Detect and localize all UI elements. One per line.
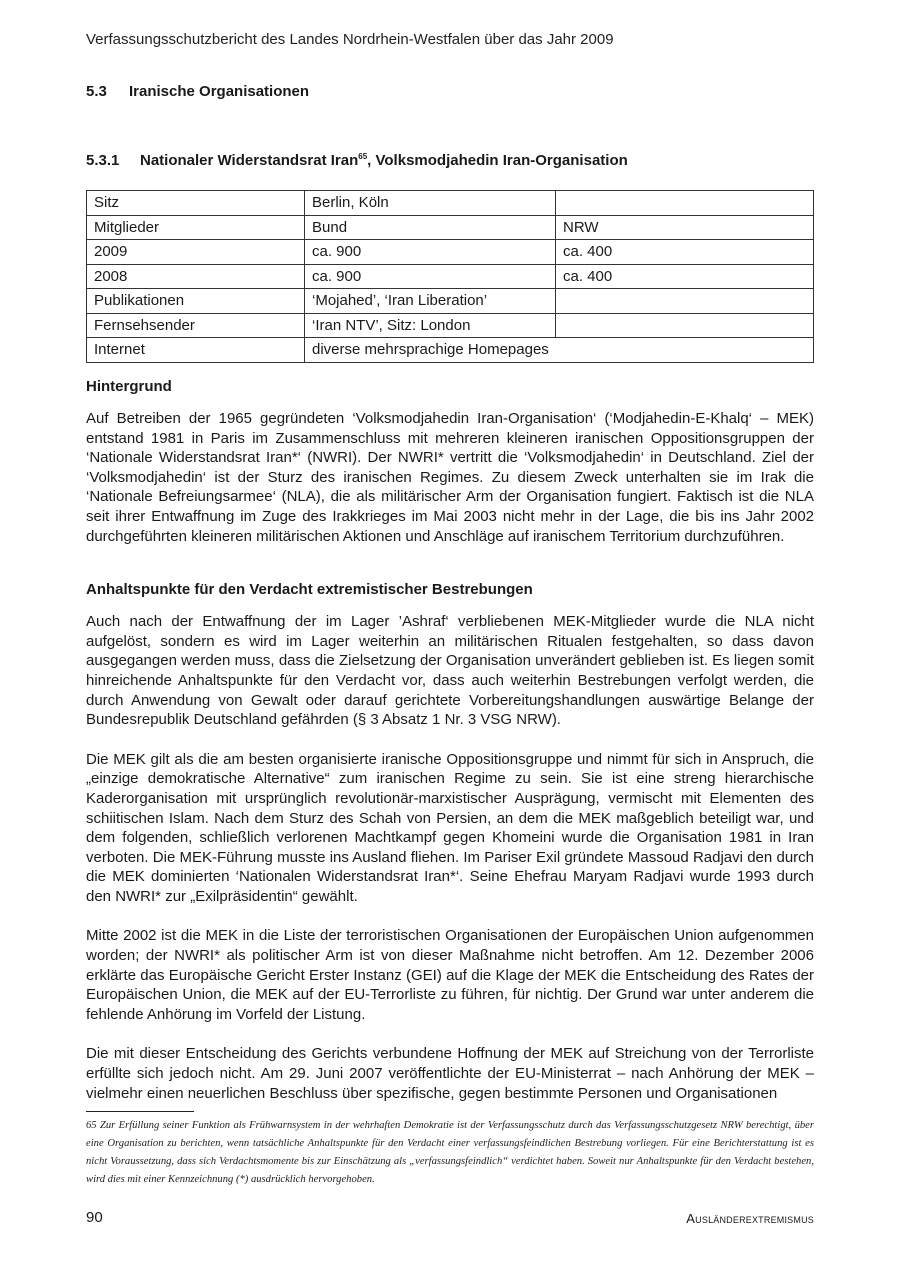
running-header: Verfassungsschutzbericht des Landes Nordrhein-Westfalen über das Jahr 2009 xyxy=(86,31,614,48)
table-row xyxy=(87,289,814,314)
table-cell: ca. 900 xyxy=(305,264,556,289)
table-cell-label: Mitglieder xyxy=(87,215,305,240)
subsection-title-part1: Nationaler Widerstandsrat Iran xyxy=(140,152,359,169)
table-cell xyxy=(556,313,814,338)
table-cell: ca. 400 xyxy=(556,264,814,289)
table-cell: ‘Mojahed’, ‘Iran Liberation’ xyxy=(305,289,556,314)
table-row xyxy=(87,264,814,289)
paragraph: Die MEK gilt als die am besten organisierte iranische Oppositionsgruppe und nimmt für sich in Anspruch, die „einzige demokratische Alternative“ zum iranischen Regime zu sein. Sie ist eine streng hierarchische Kaderorganisation mit ursprünglich revolutionär-marxistischer Ausprägung, vermischt mit Elementen des schiitischen Islam. Nach dem Sturz des Schah von Persien, an dem die MEK maßgeblich beteiligt war, und dem folgenden, schließlich verlorenen Machtkampf gegen Khomeini wurde die Organisation 1981 in Iran verboten. Die MEK-Führung musste ins Ausland fliehen. Im Pariser Exil gründete Massoud Radjavi den durch die MEK dominierten ‘Nationalen Widerstandsrat Iran*‘. Seine Ehefrau Maryam Radjavi wurde 1993 durch den NWRI* zur „Exilpräsidentin“ gewählt. xyxy=(86,750,814,905)
table-row xyxy=(87,191,814,216)
section-number: 5.3 xyxy=(86,83,107,100)
heading-hintergrund: Hintergrund xyxy=(86,378,172,395)
table-cell: ‘Iran NTV’, Sitz: London xyxy=(305,313,556,338)
table-cell-label: Fernsehsender xyxy=(87,313,305,338)
table-cell: ca. 900 xyxy=(305,240,556,265)
subsection-heading xyxy=(86,152,628,169)
info-table xyxy=(86,190,814,363)
footnote: 65 Zur Erfüllung seiner Funktion als Frühwarnsystem in der wehrhaften Demokratie ist der Verfassungsschutz durch das Verfassungsschutzgesetz NRW berechtigt, über eine Organisation zu berichten, wenn tatsächliche Anhaltspunkte für den Verdacht einer verfassungsfeindlichen Bestrebung vorliegen. Für eine Berichterstattung ist es nicht Voraussetzung, dass sich Verdachtsmomente bis zur Einschätzung als „verfassungsfeindlich“ verdichtet haben. Soweit nur Anhaltspunkte für den Verdacht bestehen, wird dies mit einer Kennzeichnung (*) ausdrücklich hervorgehoben. xyxy=(86,1120,814,1185)
subsection-number: 5.3.1 xyxy=(86,152,120,169)
table-cell: Bund xyxy=(305,215,556,240)
section-title: Iranische Organisationen xyxy=(129,83,310,100)
table-row xyxy=(87,313,814,338)
paragraph: Mitte 2002 ist die MEK in die Liste der terroristischen Organisationen der Europäischen Union aufgenommen worden; der NWRI* als politischer Arm ist von dieser Maßnahme nicht betroffen. Am 12. Dezember 2006 erklärte das Europäische Gericht Erster Instanz (GEI) auf die Klage der MEK die Entscheidung des Rates der Europäischen Union, die MEK auf der EU-Terrorliste zu führen, für nichtig. Der Grund war unter anderem die fehlende Anhörung im Vorfeld der Listung. xyxy=(86,927,814,1023)
table-row xyxy=(87,215,814,240)
table-cell-label: Internet xyxy=(87,338,305,363)
table-cell-label: 2008 xyxy=(87,264,305,289)
table-cell-label: 2009 xyxy=(87,240,305,265)
table-cell xyxy=(556,191,814,216)
footnote-divider xyxy=(86,1111,194,1112)
footer-section-name: Ausländerextremismus xyxy=(686,1211,814,1226)
table-row xyxy=(87,240,814,265)
heading-anhaltspunkte: Anhaltspunkte für den Verdacht extremistischer Bestrebungen xyxy=(86,581,533,599)
main-content xyxy=(86,376,814,1103)
footnote-ref: 65 xyxy=(358,152,368,161)
subsection-title-part2: , Volksmodjahedin Iran-Organisation xyxy=(367,152,628,169)
table-cell: diverse mehrsprachige Homepages xyxy=(305,338,814,363)
paragraph: Auch nach der Entwaffnung der im Lager ’Ashraf‘ verbliebenen MEK-Mitglieder wurde die NLA nicht aufgelöst, sondern es wird im Lager weiterhin an militärischen Ritualen festgehalten, so dass davon ausgegangen werden muss, dass die Zielsetzung der Organisation unverändert geblieben ist. Es liegen somit hinreichende Anhaltspunkte für den Verdacht vor, dass auch weiterhin Bestrebungen verfolgt werden, die durch Anwendung von Gewalt oder darauf gerichtete Vorbereitungshandlungen auswärtige Belange der Bundesrepublik Deutschland gefährden (§ 3 Absatz 1 Nr. 3 VSG NRW). xyxy=(86,613,814,729)
table-cell: Berlin, Köln xyxy=(305,191,556,216)
paragraph: Die mit dieser Entscheidung des Gerichts verbundene Hoffnung der MEK auf Streichung von der Terrorliste erfüllte sich jedoch nicht. Am 29. Juni 2007 veröffentlichte der EU-Ministerrat – nach Anhörung der MEK – vielmehr einen neuerlichen Beschluss über spezifische, gegen bestimmte Personen und Organisationen xyxy=(86,1045,814,1102)
table-cell xyxy=(556,289,814,314)
table-cell-label: Sitz xyxy=(87,191,305,216)
paragraph-hintergrund: Auf Betreiben der 1965 gegründeten ‘Volksmodjahedin Iran-Organisation‘ (‘Modjahedin-E-Khalq‘ – MEK) entstand 1981 in Paris im Zusammenschluss mit mehreren kleineren iranischen Oppositionsgruppen der ‘Nationale Widerstandsrat Iran*‘ (NWRI). Der NWRI* vertritt die ‘Volksmodjahedin‘ in Deutschland. Ziel der ‘Volksmodjahedin‘ ist der Sturz des iranischen Regimes. Zu diesem Zweck unterhalten sie im Irak die ‘Nationale Befreiungsarmee‘ (NLA), die als militärischer Arm der Organisation fungiert. Faktisch ist die NLA seit ihrer Entwaffnung im Zuge des Irakkrieges im Mai 2003 nicht mehr in der Lage, die bis ins Jahr 2002 durchgeführten kleineren militärischen Aktionen und Anschläge auf iranischem Territorium durchzuführen. xyxy=(86,410,814,545)
table-cell-label: Publikationen xyxy=(87,289,305,314)
page-number: 90 xyxy=(86,1209,103,1226)
section-heading xyxy=(86,83,309,100)
table-row xyxy=(87,338,814,363)
table-cell: ca. 400 xyxy=(556,240,814,265)
table-cell: NRW xyxy=(556,215,814,240)
